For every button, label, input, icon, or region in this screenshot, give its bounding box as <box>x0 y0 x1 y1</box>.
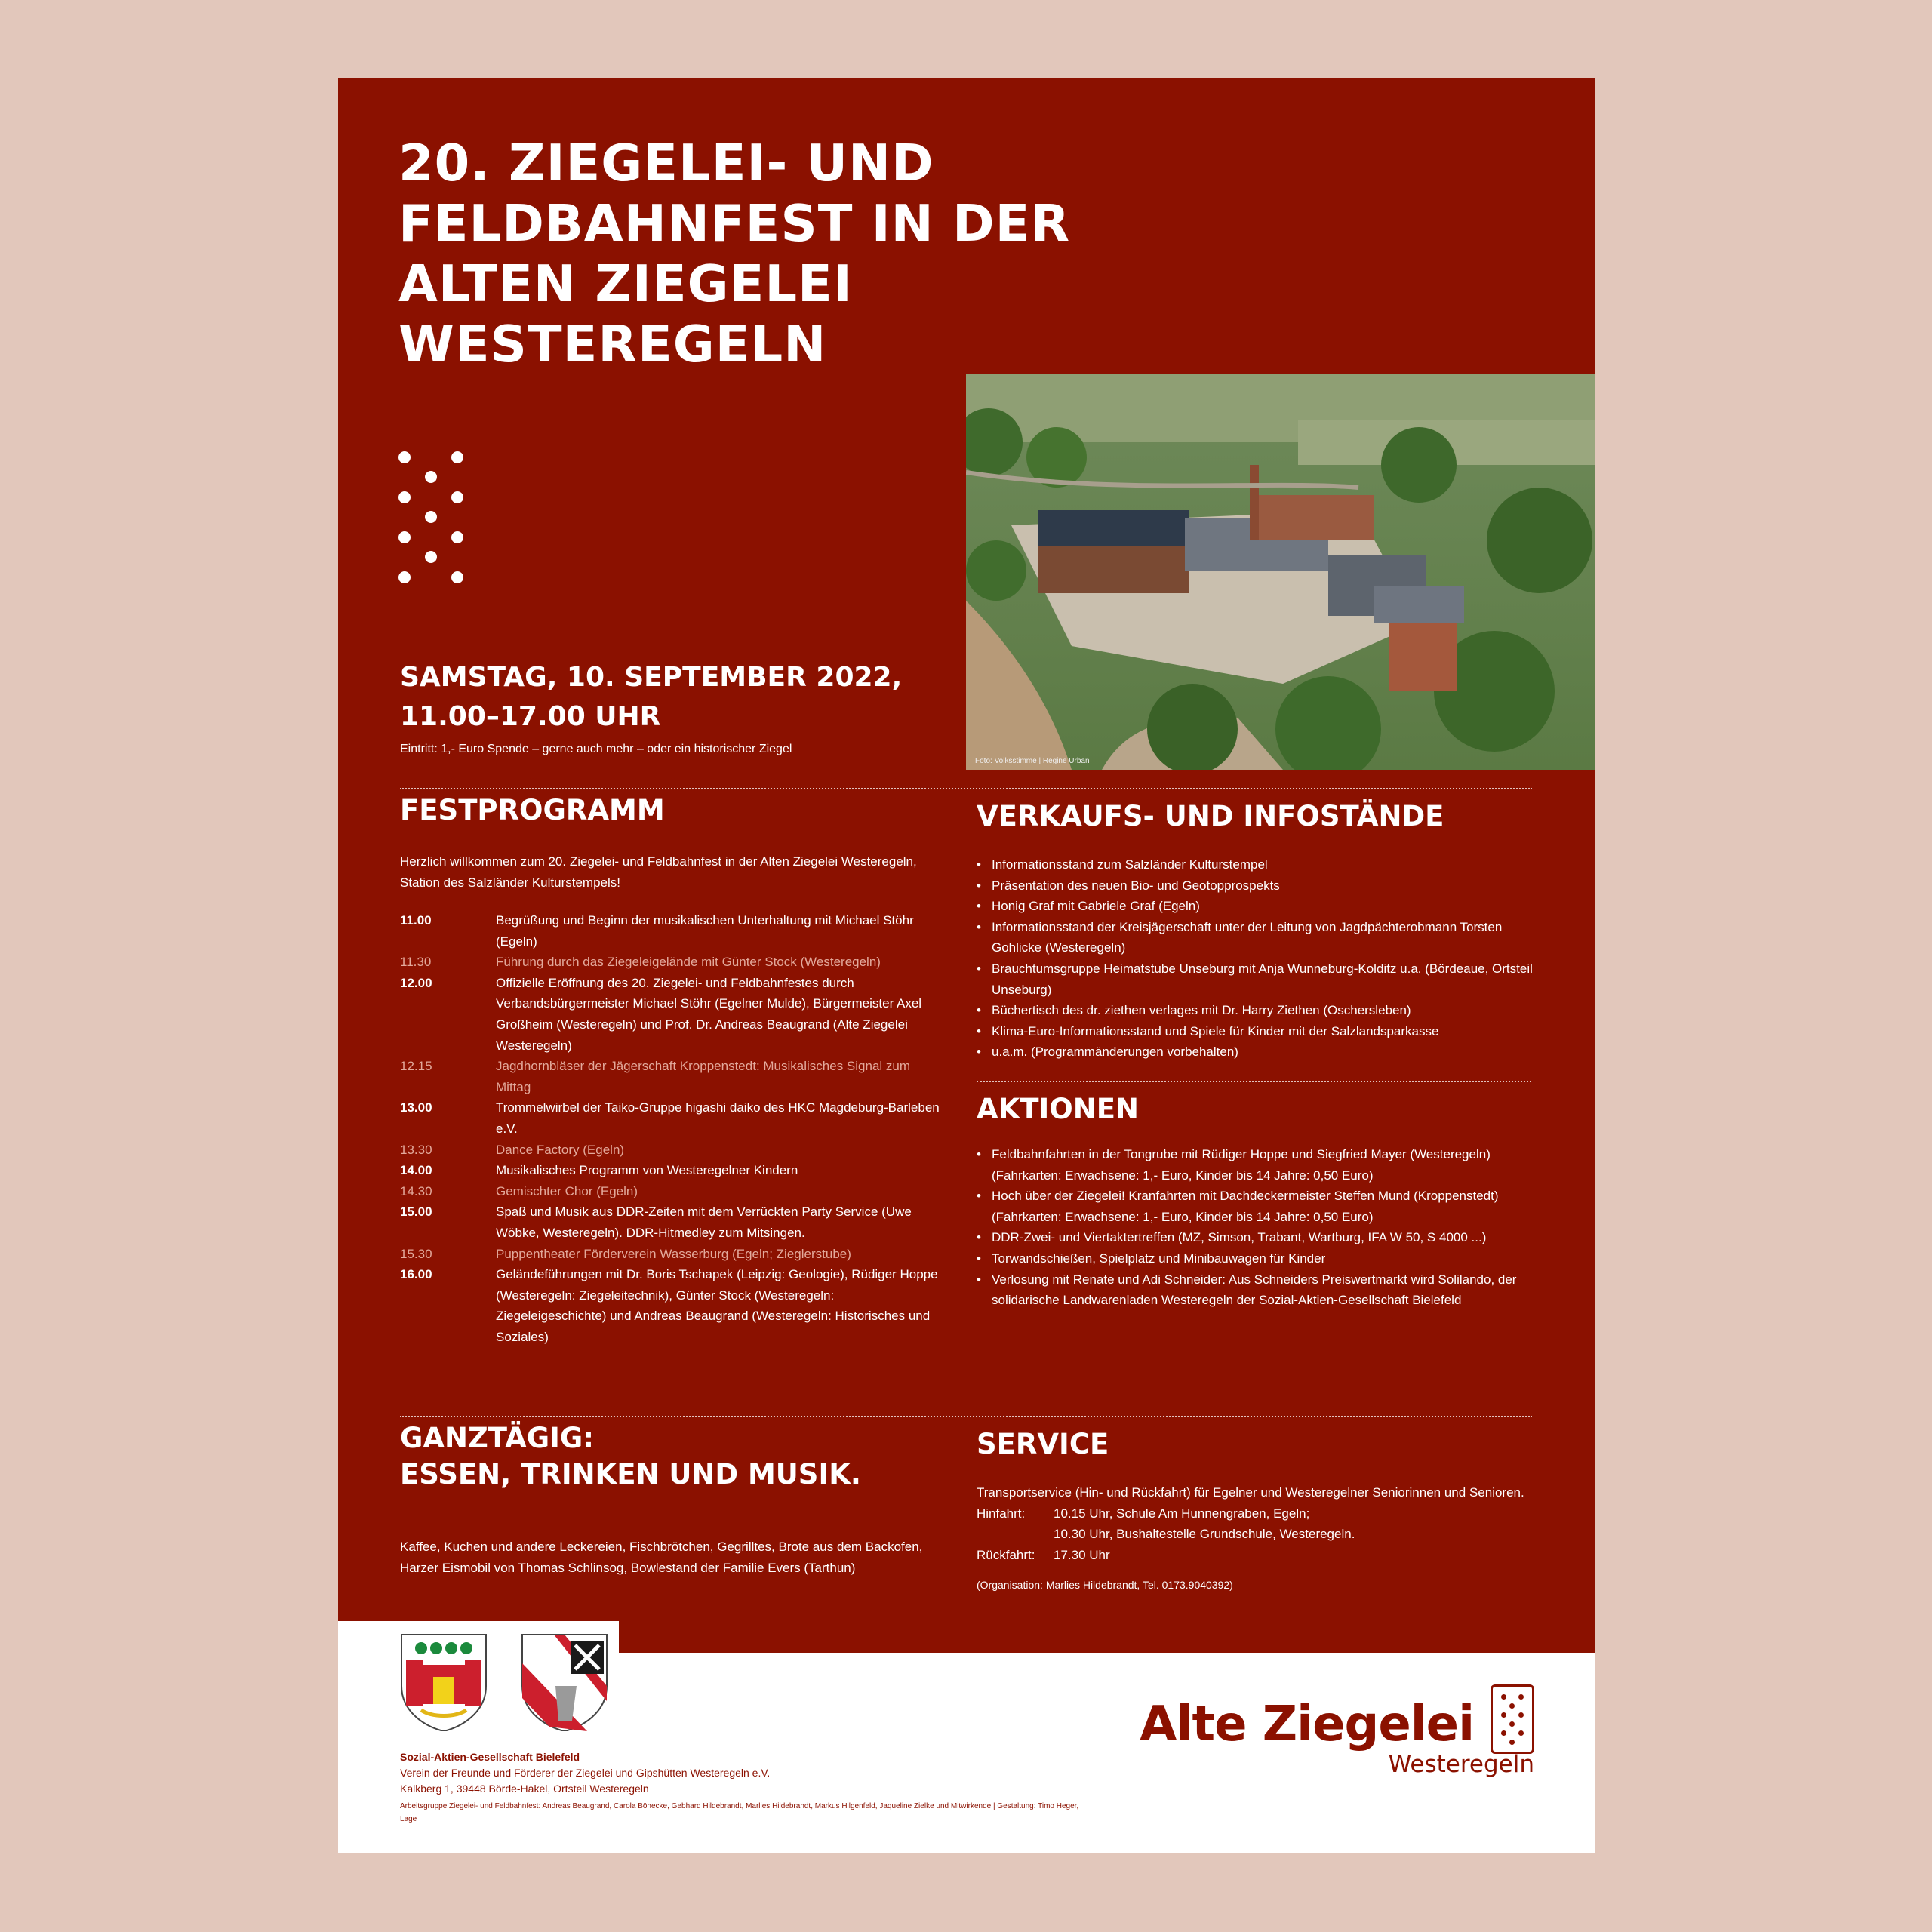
schedule-row <box>400 952 943 973</box>
ganztaegig-text: Kaffee, Kuchen und andere Leckereien, Fischbrötchen, Gegrilltes, Brote aus dem Backofen, Harzer Eismobil von Thomas Schlinsog, Bowlestand der Familie Evers (Tarthun) <box>400 1540 923 1575</box>
schedule-time: 11.30 <box>400 955 432 970</box>
schedule-text: Führung durch das Ziegeleigelände mit Günter Stock (Westeregeln) <box>496 955 881 970</box>
ganztaegig-section <box>400 1420 943 1578</box>
date-line-2: 11.00–17.00 UHR <box>400 701 661 732</box>
festprogramm-heading: FESTPROGRAMM <box>400 794 665 826</box>
footer-org-name: Sozial-Aktien-Gesellschaft Bielefeld <box>400 1751 580 1763</box>
list-item: • Torwandschießen, Spielplatz und Minibauwagen für Kinder <box>977 1248 1550 1269</box>
schedule-row <box>400 973 943 1056</box>
aktionen-section <box>977 1091 1550 1311</box>
service-section <box>977 1426 1550 1594</box>
schedule-row <box>400 1181 943 1202</box>
verkauf-heading: VERKAUFS- UND INFOSTÄNDE <box>977 800 1444 832</box>
list-item: • Honig Graf mit Gabriele Graf (Egeln) <box>977 896 1550 917</box>
festprogramm-intro: Herzlich willkommen zum 20. Ziegelei- und Feldbahnfest in der Alten Ziegelei Westeregeln, Station des Salzländer Kulturstempels! <box>400 854 917 890</box>
schedule-time: 15.30 <box>400 1246 432 1261</box>
schedule-row <box>400 1056 943 1097</box>
brand-subtitle: Westeregeln <box>1388 1751 1534 1778</box>
schedule-row <box>400 1160 943 1181</box>
schedule-time: 15.00 <box>400 1204 432 1220</box>
schedule-row <box>400 1097 943 1139</box>
verkauf-list <box>977 854 1550 1063</box>
schedule-time: 14.00 <box>400 1163 432 1178</box>
schedule-time: 12.15 <box>400 1059 432 1074</box>
list-item: • Informationsstand der Kreisjägerschaft unter der Leitung von Jagdpächterobmann Torsten Gohlicke (Westeregeln) <box>977 917 1550 958</box>
list-item: • u.a.m. (Programmänderungen vorbehalten) <box>977 1041 1550 1063</box>
schedule-text: Offizielle Eröffnung des 20. Ziegelei- und Feldbahnfestes durch Verbandsbürgermeister Michael Stöhr (Egelner Mulde), Bürgermeister Axel Großheim (Westeregeln) und Prof. Dr. Andreas Beaugrand (Alte Ziegelei Westeregeln) <box>496 975 922 1053</box>
verkauf-section <box>977 798 1550 1063</box>
hinfahrt-line-2: 10.30 Uhr, Bushaltestelle Grundschule, Westeregeln. <box>1054 1527 1355 1542</box>
hinfahrt-line-1: 10.15 Uhr, Schule Am Hunnengraben, Egeln; <box>1054 1506 1310 1521</box>
list-item: • Informationsstand zum Salzländer Kulturstempel <box>977 854 1550 875</box>
brick-dots-icon <box>398 451 474 595</box>
divider <box>400 788 1532 789</box>
schedule-time: 13.30 <box>400 1142 432 1157</box>
list-item: • Präsentation des neuen Bio- und Geotopprospekts <box>977 875 1550 897</box>
schedule-text: Spaß und Musik aus DDR-Zeiten mit dem Verrückten Party Service (Uwe Wöbke, Westeregeln). DDR-Hitmedley zum Mitsingen. <box>496 1204 912 1240</box>
festprogramm-section <box>400 792 943 1347</box>
schedule-list <box>400 910 943 1347</box>
schedule-time: 11.00 <box>400 913 432 928</box>
westeregeln-crest-icon <box>398 1633 610 1731</box>
photo-credit: Foto: Volksstimme | Regine Urban <box>975 757 1090 765</box>
schedule-time: 12.00 <box>400 975 432 990</box>
aktionen-list <box>977 1144 1550 1311</box>
poster-title: 20. ZIEGELEI- UND FELDBAHNFEST IN DER ALTEN ZIEGELEI WESTEREGELN <box>398 134 1071 374</box>
coat-of-arms-logos <box>398 1633 610 1731</box>
schedule-text: Gemischter Chor (Egeln) <box>496 1183 638 1198</box>
list-item: • Büchertisch des dr. ziethen verlages mit Dr. Harry Ziethen (Oschersleben) <box>977 1000 1550 1021</box>
ganztaegig-heading <box>400 1420 943 1493</box>
divider <box>977 1081 1531 1082</box>
list-item: • Hoch über der Ziegelei! Kranfahrten mit Dachdeckermeister Steffen Mund (Kroppenstedt) (Fahrkarten: Erwachsene: 1,- Euro, Kinder bis 14 Jahre: 0,50 Euro) <box>977 1186 1550 1227</box>
divider <box>400 1416 1532 1417</box>
aerial-photo <box>966 374 1595 770</box>
schedule-time: 14.30 <box>400 1183 432 1198</box>
schedule-text: Dance Factory (Egeln) <box>496 1142 625 1157</box>
footer-address: Kalkberg 1, 39448 Börde-Hakel, Ortsteil Westeregeln <box>400 1783 649 1795</box>
schedule-row <box>400 1201 943 1243</box>
schedule-row <box>400 1264 943 1347</box>
event-date <box>400 658 928 737</box>
service-schedule <box>977 1503 1550 1566</box>
service-heading: SERVICE <box>977 1428 1109 1460</box>
rueckfahrt-label: Rückfahrt: <box>977 1547 1035 1562</box>
schedule-row <box>400 1140 943 1161</box>
footer-credits: Arbeitsgruppe Ziegelei- und Feldbahnfest: Andreas Beaugrand, Carola Bönecke, Gebhard Hildebrandt, Marlies Hildebrandt, Markus Hilgenfeld, Jaqueline Zielke und Mitwirkende | Gestaltung: Timo Heger, Lage <box>400 1802 1079 1823</box>
schedule-text: Geländeführungen mit Dr. Boris Tschapek (Leipzig: Geologie), Rüdiger Hoppe (Westeregeln: Ziegeleitechnik), Günter Stock (Westeregeln: Ziegeleigeschichte) und Andreas Beaugrand (Westeregeln: Historisches und Soziales) <box>496 1267 938 1344</box>
list-item: • Klima-Euro-Informationsstand und Spiele für Kinder mit der Salzlandsparkasse <box>977 1021 1550 1042</box>
schedule-row <box>400 910 943 952</box>
date-line-1: SAMSTAG, 10. SEPTEMBER 2022, <box>400 662 903 693</box>
ganztaegig-heading-line-2: ESSEN, TRINKEN UND MUSIK. <box>400 1458 861 1491</box>
ganztaegig-heading-line-1: GANZTÄGIG: <box>400 1422 595 1454</box>
entry-fee: Eintritt: 1,- Euro Spende – gerne auch mehr – oder ein historischer Ziegel <box>400 743 792 755</box>
service-organisation: (Organisation: Marlies Hildebrandt, Tel. 0173.9040392) <box>977 1579 1233 1592</box>
schedule-text: Begrüßung und Beginn der musikalischen Unterhaltung mit Michael Stöhr (Egeln) <box>496 913 914 949</box>
schedule-time: 13.00 <box>400 1100 432 1115</box>
schedule-time: 16.00 <box>400 1267 432 1282</box>
event-poster <box>338 78 1595 1853</box>
brick-icon <box>1491 1684 1534 1754</box>
service-text: Transportservice (Hin- und Rückfahrt) für Egelner und Westeregelner Seniorinnen und Senioren. <box>977 1485 1524 1500</box>
schedule-text: Jagdhornbläser der Jägerschaft Kroppenstedt: Musikalisches Signal zum Mittag <box>496 1059 911 1094</box>
aktionen-heading: AKTIONEN <box>977 1093 1139 1125</box>
schedule-text: Trommelwirbel der Taiko-Gruppe higashi daiko des HKC Magdeburg-Barleben e.V. <box>496 1100 940 1136</box>
schedule-row <box>400 1244 943 1265</box>
hinfahrt-label: Hinfahrt: <box>977 1506 1026 1521</box>
schedule-text: Puppentheater Förderverein Wasserburg (Egeln; Zieglerstube) <box>496 1246 851 1261</box>
schedule-text: Musikalisches Programm von Westeregelner Kindern <box>496 1163 798 1178</box>
brand-name: Alte Ziegelei <box>1140 1697 1474 1752</box>
list-item: • Verlosung mit Renate und Adi Schneider: Aus Schneiders Preiswertmarkt wird Solilando, der solidarische Landwarenladen Westeregeln der Sozial-Aktien-Gesellschaft Bielefeld <box>977 1269 1550 1311</box>
list-item: • DDR-Zwei- und Viertaktertreffen (MZ, Simson, Trabant, Wartburg, IFA W 50, S 4000 ...) <box>977 1227 1550 1248</box>
alte-ziegelei-logo <box>1051 1677 1534 1778</box>
list-item: • Brauchtumsgruppe Heimatstube Unseburg mit Anja Wunneburg-Kolditz u.a. (Bördeaue, Ortsteil Unseburg) <box>977 958 1550 1000</box>
footer-verein: Verein der Freunde und Förderer der Ziegelei und Gipshütten Westeregeln e.V. <box>400 1767 771 1779</box>
footer-info <box>400 1749 1079 1826</box>
rueckfahrt-time: 17.30 Uhr <box>1054 1547 1110 1562</box>
list-item: • Feldbahnfahrten in der Tongrube mit Rüdiger Hoppe und Siegfried Mayer (Westeregeln) (Fahrkarten: Erwachsene: 1,- Euro, Kinder bis 14 Jahre: 0,50 Euro) <box>977 1144 1550 1186</box>
